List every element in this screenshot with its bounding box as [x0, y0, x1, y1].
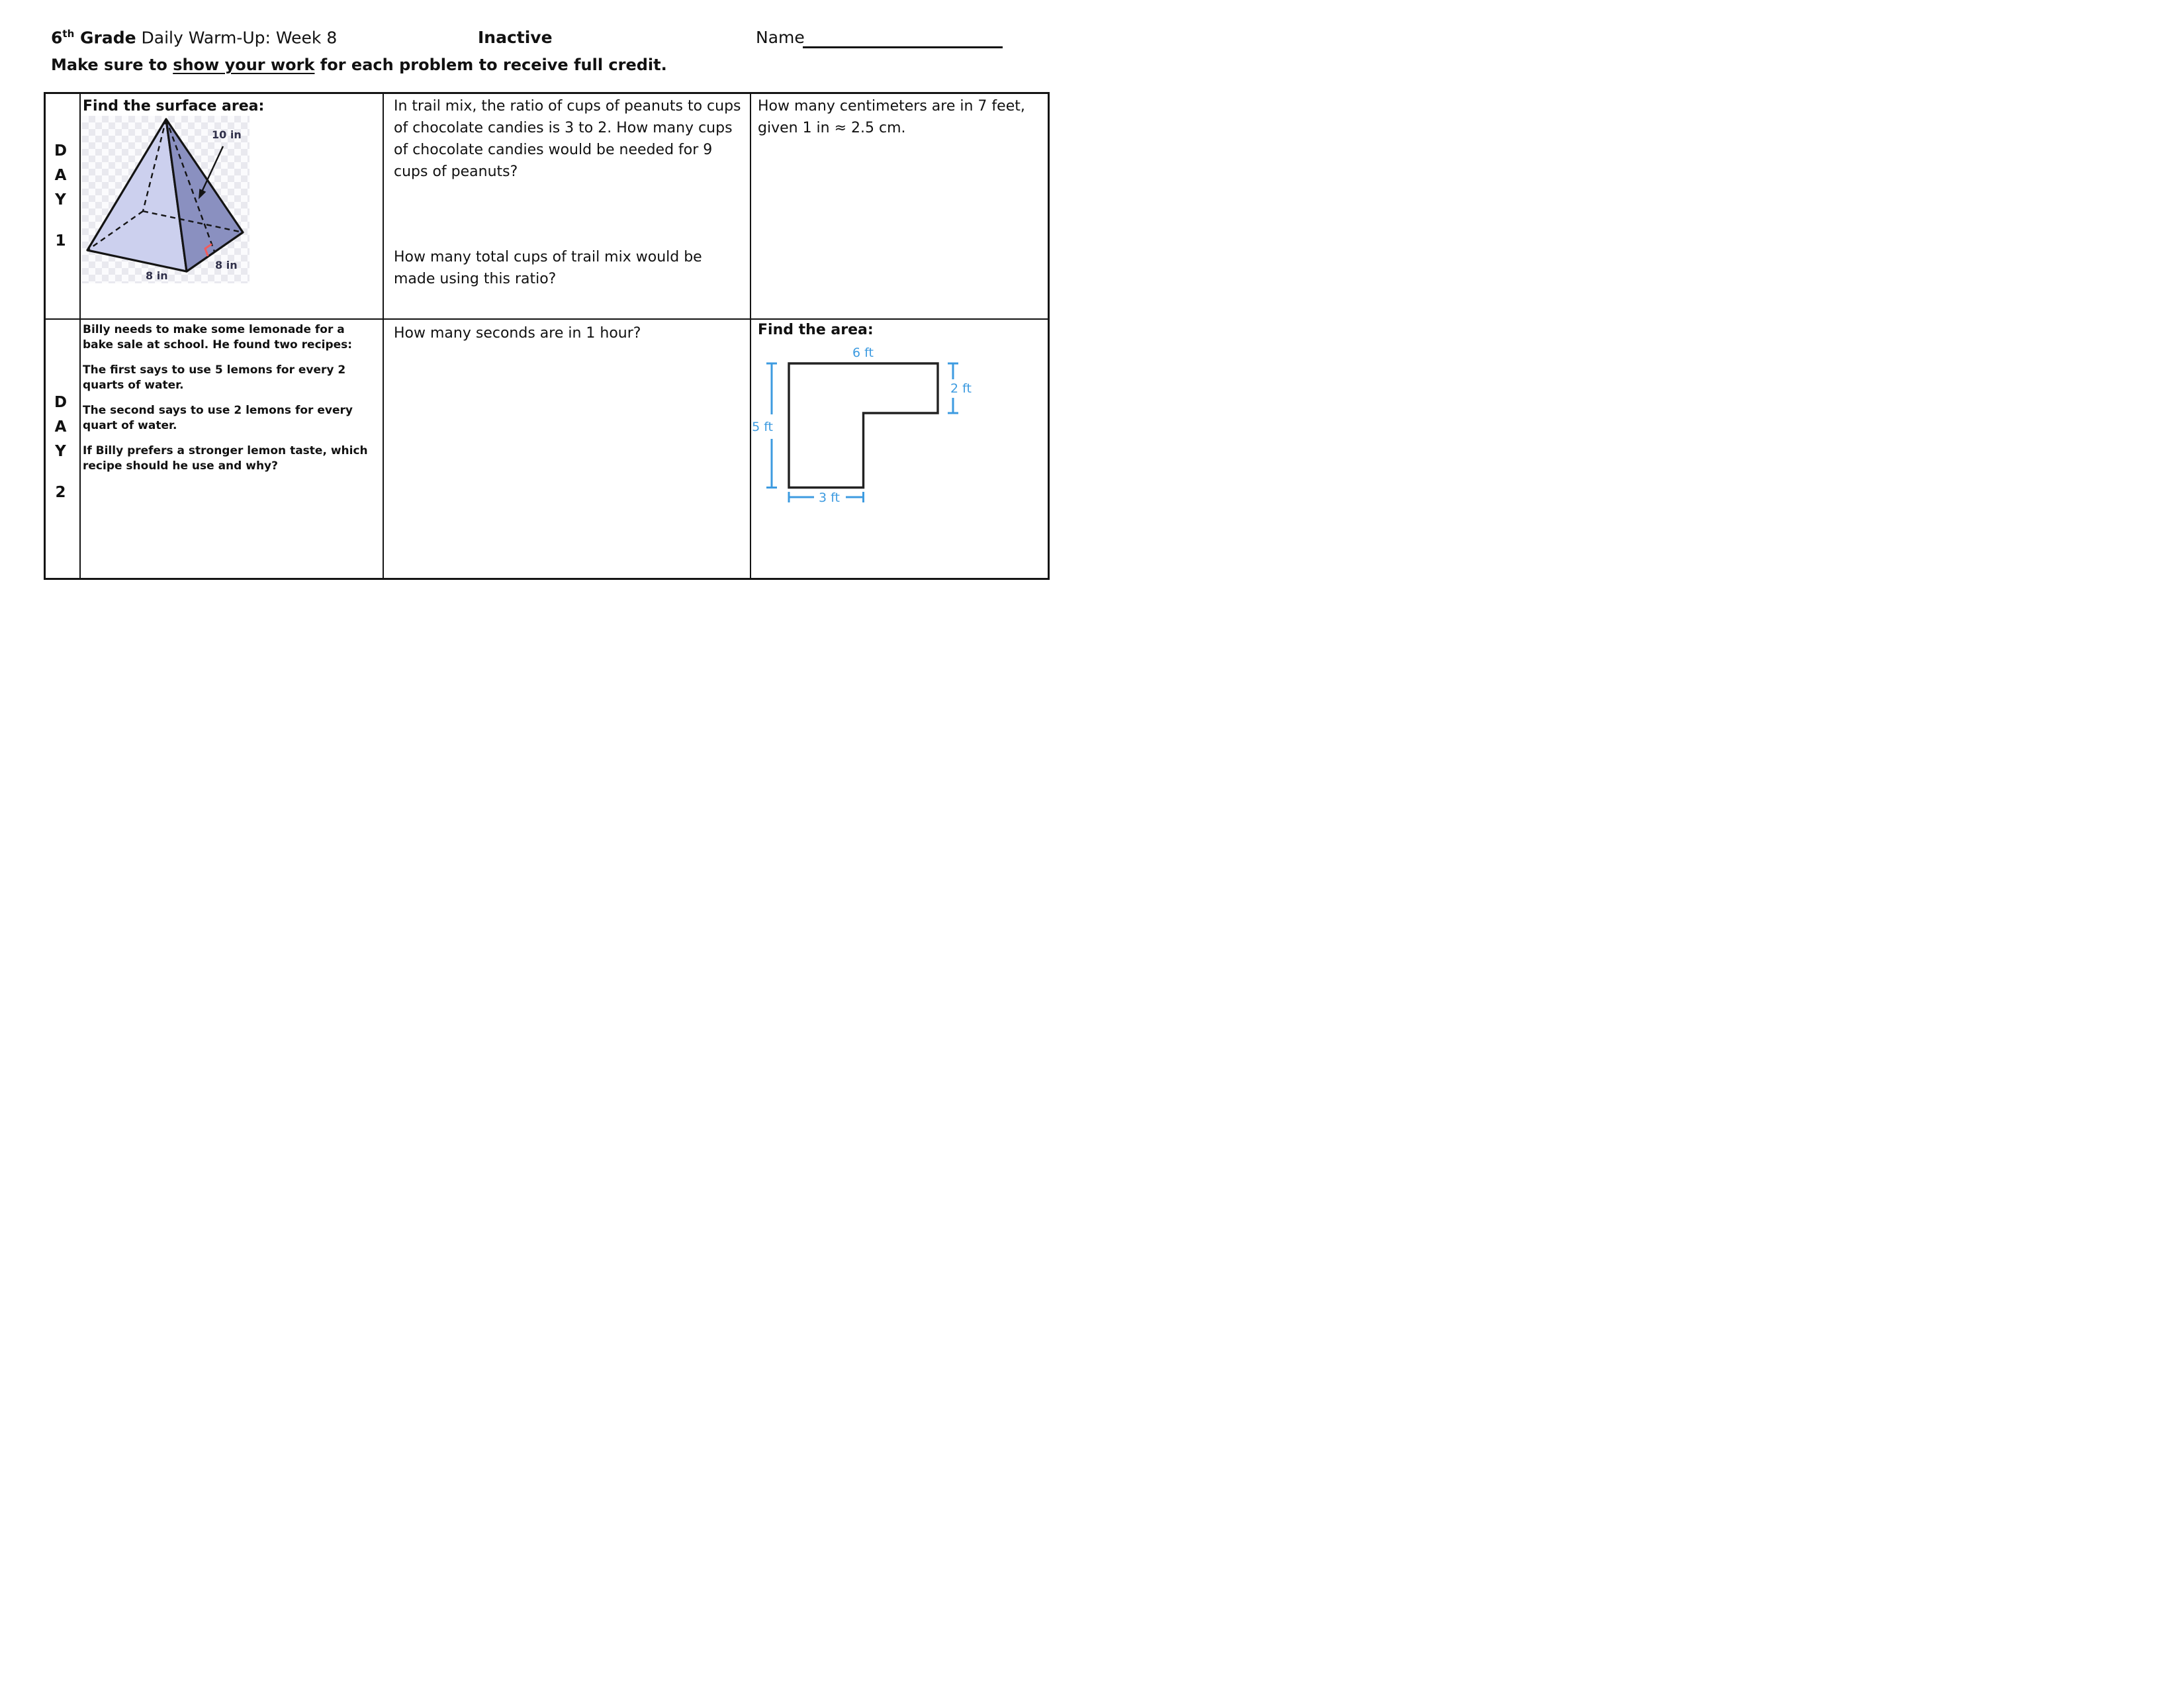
instruction-prefix: Make sure to: [51, 56, 173, 74]
base-edge-front-label: 8 in: [146, 269, 168, 282]
worksheet-page: [0, 0, 1092, 844]
find-area-title: Find the area:: [758, 322, 874, 338]
slant-height-label: 10 in: [212, 128, 242, 141]
conversion-question: How many centimeters are in 7 feet, given 1 in ≈ 2.5 cm.: [758, 98, 1025, 136]
surface-area-title: Find the surface area:: [83, 98, 265, 115]
grade-number: 6: [51, 28, 63, 48]
day-letter: A: [54, 418, 67, 436]
dim-bottom-label: 3 ft: [819, 491, 840, 505]
name-label: Name: [756, 28, 805, 47]
name-blank-line: [803, 46, 1003, 48]
day-letter: Y: [55, 443, 66, 460]
seconds-question: How many seconds are in 1 hour?: [394, 325, 641, 342]
pyramid-figure: [82, 116, 250, 283]
title-rest: Daily Warm-Up: Week 8: [136, 28, 338, 48]
instruction-underlined: show your work: [173, 56, 315, 74]
column-divider-1: [79, 94, 81, 578]
column-divider-2: [383, 94, 384, 578]
lemonade-paragraph: The first says to use 5 lemons for every 2 quarts of water.: [83, 363, 346, 392]
day-2-label: [44, 391, 77, 505]
instruction-line: [51, 56, 667, 74]
l-shape-outline: [789, 363, 938, 488]
dim-right-label: 2 ft: [950, 381, 972, 396]
lemonade-paragraph: Billy needs to make some lemonade for a bake sale at school. He found two recipes:: [83, 323, 353, 352]
pyramid-drawing: [82, 116, 250, 283]
grade-ordinal: th: [62, 28, 75, 40]
day-number: 2: [55, 484, 66, 501]
trail-mix-question-2: How many total cups of trail mix would be made using this ratio?: [394, 249, 702, 287]
status-label: Inactive: [478, 28, 553, 47]
lemonade-paragraph: If Billy prefers a stronger lemon taste, which recipe should he use and why?: [83, 444, 368, 473]
day-letter: D: [54, 394, 68, 411]
trail-mix-question-1: In trail mix, the ratio of cups of peanuts to cups of chocolate candies is 3 to 2. How many cups of chocolate candies would be needed for 9 cups of peanuts?: [394, 98, 741, 180]
header-row: [0, 28, 1092, 50]
lemonade-problem: [83, 322, 371, 484]
grade-word: Grade: [74, 28, 136, 48]
instruction-suffix: for each problem to receive full credit.: [314, 56, 667, 74]
dim-top-label: 6 ft: [852, 346, 874, 360]
worksheet-title: [51, 28, 337, 47]
day-letter: A: [54, 167, 67, 184]
area-figure: [749, 345, 991, 507]
dim-left-label: 5 ft: [752, 420, 773, 434]
base-edge-right-label: 8 in: [215, 259, 238, 271]
day-letter: Y: [55, 191, 66, 209]
l-shape-drawing: [749, 345, 991, 507]
day-letter: D: [54, 142, 68, 160]
day-1-label: [44, 139, 77, 254]
lemonade-paragraph: The second says to use 2 lemons for every quart of water.: [83, 404, 353, 432]
day-number: 1: [55, 232, 66, 250]
row-divider: [46, 318, 1048, 320]
